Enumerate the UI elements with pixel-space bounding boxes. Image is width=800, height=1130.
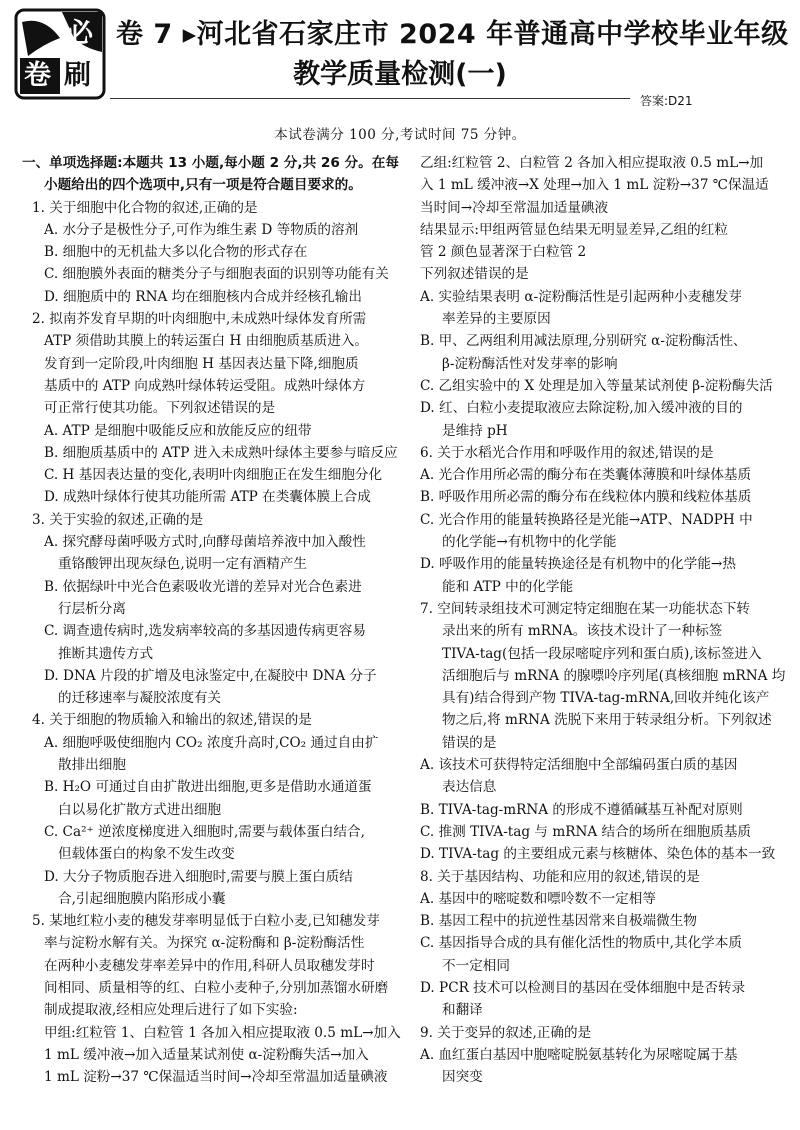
- text-line: 入 1 mL 缓冲液→X 处理→加入 1 mL 淀粉→37 ℃保温适: [420, 177, 769, 194]
- text-line: B. 细胞中的无机盐大多以化合物的形式存在: [44, 244, 308, 261]
- text-line: C. 推测 TIVA-tag 与 mRNA 结合的场所在细胞质基质: [420, 823, 752, 840]
- text-line: 白以易化扩散方式进出细胞: [58, 801, 222, 818]
- text-line: 错误的是: [442, 734, 497, 751]
- text-line: 1 mL 淀粉→37 ℃保温适当时间→冷却至常温加适量碘液: [44, 1069, 388, 1086]
- text-line: A. 探究酵母菌呼吸方式时,向酵母菌培养液中加入酸性: [44, 534, 366, 551]
- text-line: 活细胞后与 mRNA 的腺嘌呤序列尾(真核细胞 mRNA 均: [442, 667, 786, 684]
- text-line: 具有)结合得到产物 TIVA-tag-mRNA,回收并纯化该产: [442, 690, 770, 707]
- text-line: 表达信息: [442, 779, 497, 796]
- answer-label: 答案:: [640, 94, 669, 108]
- text-line: 不一定相同: [442, 957, 510, 974]
- text-line: 制成提取液,经相应处理后进行了如下实验:: [44, 1002, 298, 1019]
- text-line: β-淀粉酶活性对发芽率的影响: [442, 355, 618, 372]
- text-line: A. 血红蛋白基因中胞嘧啶脱氨基转化为尿嘧啶属于基: [420, 1046, 738, 1063]
- text-line: 可正常行使其功能。下列叙述错误的是: [44, 400, 276, 417]
- text-line: 的化学能→有机物中的化学能: [442, 534, 617, 551]
- text-line: B. 呼吸作用所必需的酶分布在线粒体内膜和线粒体基质: [420, 489, 752, 506]
- text-line: 发育到一定阶段,叶肉细胞 H 基因表达量下降,细胞质: [44, 355, 359, 372]
- text-line: B. 依据绿叶中光合色素吸收光谱的差异对光合色素进: [44, 578, 362, 595]
- text-line: 1 mL 缓冲液→加入适量某试剂使 α-淀粉酶失活→加入: [44, 1046, 369, 1063]
- text-line: 5. 某地红粒小麦的穗发芽率明显低于白粒小麦,已知穗发芽: [32, 913, 380, 930]
- text-line: B. 基因工程中的抗逆性基因常来自极端微生物: [420, 913, 697, 930]
- text-line: 散排出细胞: [58, 757, 126, 774]
- text-line: 结果显示:甲组两管显色结果无明显差异,乙组的红粒: [420, 221, 728, 238]
- text-line: C. 光合作用的能量转换路径是光能→ATP、NADPH 中: [420, 511, 753, 528]
- text-line: D. DNA 片段的扩增及电泳鉴定中,在凝胶中 DNA 分子: [44, 667, 377, 684]
- text-line: A. 基因中的嘧啶数和嘌呤数不一定相等: [420, 890, 656, 907]
- text-line: 率差异的主要原因: [442, 311, 551, 328]
- answer-code-value: D21: [668, 94, 693, 108]
- text-line: B. 细胞质基质中的 ATP 进入未成熟叶绿体主要参与暗反应: [44, 444, 398, 461]
- text-line: 一、单项选择题:本题共 13 小题,每小题 2 分,共 26 分。在每: [22, 155, 399, 171]
- text-line: 重铬酸钾出现灰绿色,说明一定有酒精产生: [58, 556, 308, 573]
- text-line: 7. 空间转录组技术可测定特定细胞在某一功能状态下转: [420, 600, 750, 617]
- logo-char-bottom-left: 卷: [24, 60, 51, 91]
- text-line: A. 水分子是极性分子,可作为维生素 D 等物质的溶剂: [44, 221, 359, 238]
- text-line: D. 呼吸作用的能量转换途径是有机物中的化学能→热: [420, 556, 736, 573]
- text-line: C. 基因指导合成的具有催化活性的物质中,其化学本质: [420, 935, 742, 952]
- text-line: 因突变: [442, 1069, 483, 1086]
- exam-title-line2: 教学质量检测(一): [293, 59, 507, 90]
- text-line: 下列叙述错误的是: [420, 266, 529, 283]
- text-line: B. 甲、乙两组利用减法原理,分别研究 α-淀粉酶活性、: [420, 333, 747, 350]
- header-divider: [110, 98, 630, 99]
- exam-instructions: 本试卷满分 100 分,考试时间 75 分钟。: [274, 127, 526, 143]
- text-line: 间相同、质量相等的红、白粒小麦种子,分别加蒸馏水研磨: [44, 979, 389, 996]
- text-line: 管 2 颜色显著深于白粒管 2: [420, 244, 587, 261]
- text-line: 3. 关于实验的叙述,正确的是: [32, 511, 204, 528]
- text-line: 甲组:红粒管 1、白粒管 1 各加入相应提取液 0.5 mL→加入: [44, 1024, 401, 1041]
- text-line: A. ATP 是细胞中吸能反应和放能反应的纽带: [44, 422, 312, 439]
- text-line: C. 细胞膜外表面的糖类分子与细胞表面的识别等功能有关: [44, 266, 389, 283]
- text-line: 录出来的所有 mRNA。该技术设计了一种标签: [442, 623, 723, 640]
- text-line: C. 调查遗传病时,选发病率较高的多基因遗传病更容易: [44, 623, 366, 640]
- text-line: C. H 基因表达量的变化,表明叶肉细胞正在发生细胞分化: [44, 467, 383, 484]
- text-line: 合,引起细胞膜内陷形成小囊: [58, 890, 226, 907]
- text-line: A. 实验结果表明 α-淀粉酶活性是引起两种小麦穗发芽: [420, 288, 743, 305]
- text-line: 当时间→冷却至常温加适量碘液: [420, 199, 609, 216]
- logo-char-top: 必: [66, 18, 93, 49]
- text-line: D. 大分子物质胞吞进入细胞时,需要与膜上蛋白质结: [44, 868, 353, 885]
- text-line: D. 细胞质中的 RNA 均在细胞核内合成并经核孔输出: [44, 288, 362, 305]
- text-line: 能和 ATP 中的化学能: [442, 578, 574, 595]
- text-line: 乙组:红粒管 2、白粒管 2 各加入相应提取液 0.5 mL→加: [420, 155, 764, 171]
- text-line: D. TIVA-tag 的主要组成元素与核糖体、染色体的基本一致: [420, 846, 776, 863]
- text-line: B. H₂O 可通过自由扩散进出细胞,更多是借助水通道蛋: [44, 779, 372, 796]
- text-line: C. 乙组实验中的 X 处理是加入等量某试剂使 β-淀粉酶失活: [420, 377, 773, 394]
- logo-char-bottom-right: 刷: [64, 60, 91, 91]
- text-line: ATP 须借助其膜上的转运蛋白 H 由细胞质基质进入。: [44, 333, 368, 350]
- exam-title-line1: 卷 7 ▸河北省石家庄市 2024 年普通高中学校毕业年级: [116, 19, 789, 50]
- text-line: 的迁移速率与凝胶浓度有关: [58, 690, 222, 707]
- text-line: 但载体蛋白的构象不发生改变: [58, 846, 235, 863]
- text-line: 2. 拟南芥发育早期的叶肉细胞中,未成熟叶绿体发育所需: [32, 311, 367, 328]
- answer-code: [640, 92, 693, 109]
- text-line: A. 细胞呼吸使细胞内 CO₂ 浓度升高时,CO₂ 通过自由扩: [44, 734, 379, 751]
- text-line: TIVA-tag(包括一段尿嘧啶序列和蛋白质),该标签进入: [442, 645, 762, 662]
- text-line: 6. 关于水稻光合作用和呼吸作用的叙述,错误的是: [420, 444, 714, 461]
- text-line: 行层析分离: [58, 600, 126, 617]
- text-line: D. 成熟叶绿体行使其功能所需 ATP 在类囊体膜上合成: [44, 489, 371, 506]
- text-line: 在两种小麦穗发芽率差异中的作用,科研人员取穗发芽时: [44, 957, 375, 974]
- text-line: 小题给出的四个选项中,只有一项是符合题目要求的。: [44, 177, 362, 194]
- text-line: 4. 关于细胞的物质输入和输出的叙述,错误的是: [32, 712, 312, 729]
- text-line: A. 该技术可获得特定活细胞中全部编码蛋白质的基因: [420, 757, 738, 774]
- left-column: [22, 152, 412, 1088]
- text-line: 是维持 pH: [442, 422, 508, 439]
- text-line: 率与淀粉水解有关。为探究 α-淀粉酶和 β-淀粉酶活性: [44, 935, 365, 952]
- text-line: 推断其遗传方式: [58, 645, 154, 662]
- text-line: 8. 关于基因结构、功能和应用的叙述,错误的是: [420, 868, 700, 885]
- text-line: C. Ca²⁺ 逆浓度梯度进入细胞时,需要与载体蛋白结合,: [44, 823, 365, 840]
- text-line: 9. 关于变异的叙述,正确的是: [420, 1024, 592, 1041]
- text-line: A. 光合作用所必需的酶分布在类囊体薄膜和叶绿体基质: [420, 467, 752, 484]
- text-line: D. PCR 技术可以检测目的基因在受体细胞中是否转录: [420, 979, 746, 996]
- text-line: 基质中的 ATP 向成熟叶绿体转运受阻。成熟叶绿体方: [44, 377, 366, 394]
- text-line: D. 红、白粒小麦提取液应去除淀粉,加入缓冲液的目的: [420, 400, 743, 417]
- text-line: 物之后,将 mRNA 洗脱下来用于转录组分析。下列叙述: [442, 712, 772, 729]
- text-line: 1. 关于细胞中化合物的叙述,正确的是: [32, 199, 258, 216]
- text-line: 和翻译: [442, 1002, 483, 1019]
- text-line: B. TIVA-tag-mRNA 的形成不遵循碱基互补配对原则: [420, 801, 743, 818]
- right-column: [420, 152, 792, 1088]
